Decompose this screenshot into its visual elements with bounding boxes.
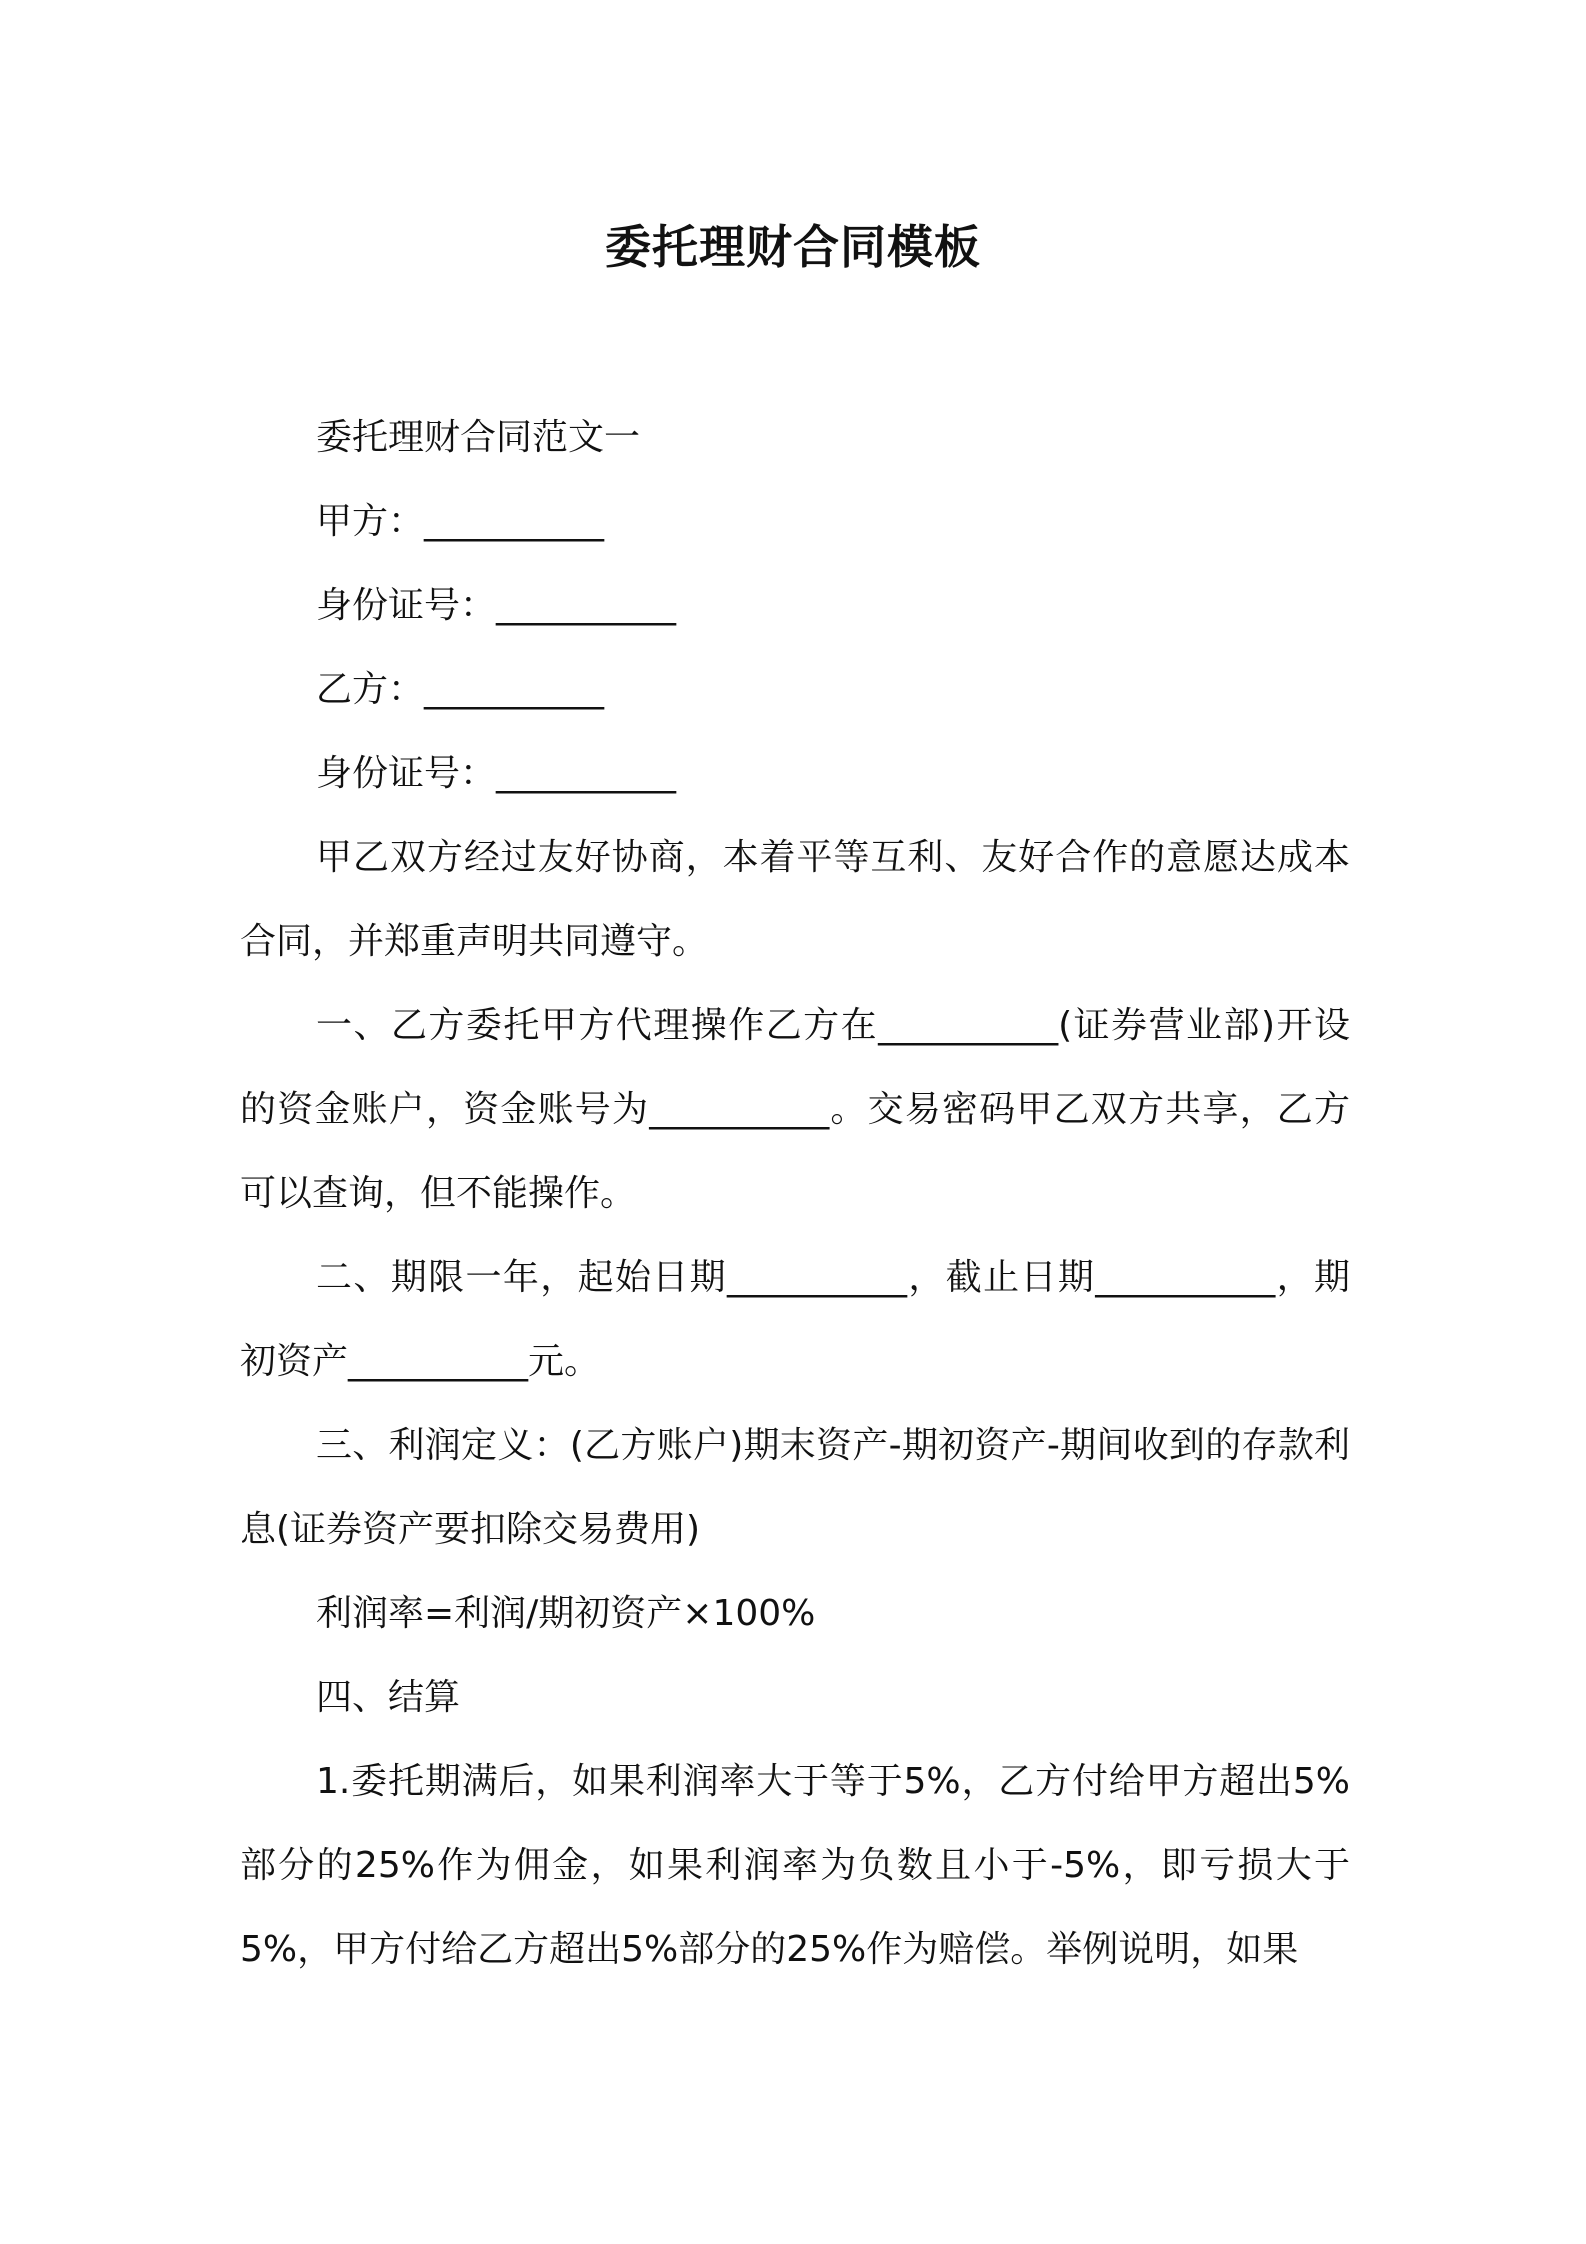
preamble-paragraph: 甲乙双方经过友好协商，本着平等互利、友好合作的意愿达成本合同，并郑重声明共同遵守。 <box>240 837 1350 962</box>
document-body <box>240 396 1350 1992</box>
clause-4-heading: 四、结算 <box>316 1677 461 1718</box>
party-b-id-field: 身份证号：__________ <box>316 753 677 794</box>
clause-1-paragraph: 一、乙方委托甲方代理操作乙方在__________(证券营业部)开设的资金账户，资金账号为__________。交易密码甲乙双方共享，乙方可以查询，但不能操作。 <box>240 1005 1350 1214</box>
clause-4-item-1: 1.委托期满后，如果利润率大于等于5%，乙方付给甲方超出5%部分的25%作为佣金，如果利润率为负数且小于-5%，即亏损大于5%，甲方付给乙方超出5%部分的25%作为赔偿。举例说明，如果 <box>240 1761 1350 1970</box>
section-heading: 委托理财合同范文一 <box>316 417 641 458</box>
clause-2-paragraph: 二、期限一年，起始日期__________，截止日期__________，期初资产__________元。 <box>240 1257 1350 1382</box>
clause-3-paragraph: 三、利润定义：(乙方账户)期末资产-期初资产-期间收到的存款利息(证券资产要扣除交易费用) <box>240 1425 1350 1550</box>
document-title: 委托理财合同模板 <box>605 220 981 274</box>
party-b-field: 乙方：__________ <box>316 669 605 710</box>
party-a-id-field: 身份证号：__________ <box>316 585 677 626</box>
profit-rate-formula: 利润率=利润/期初资产×100% <box>316 1593 816 1634</box>
party-a-field: 甲方：__________ <box>316 501 605 542</box>
